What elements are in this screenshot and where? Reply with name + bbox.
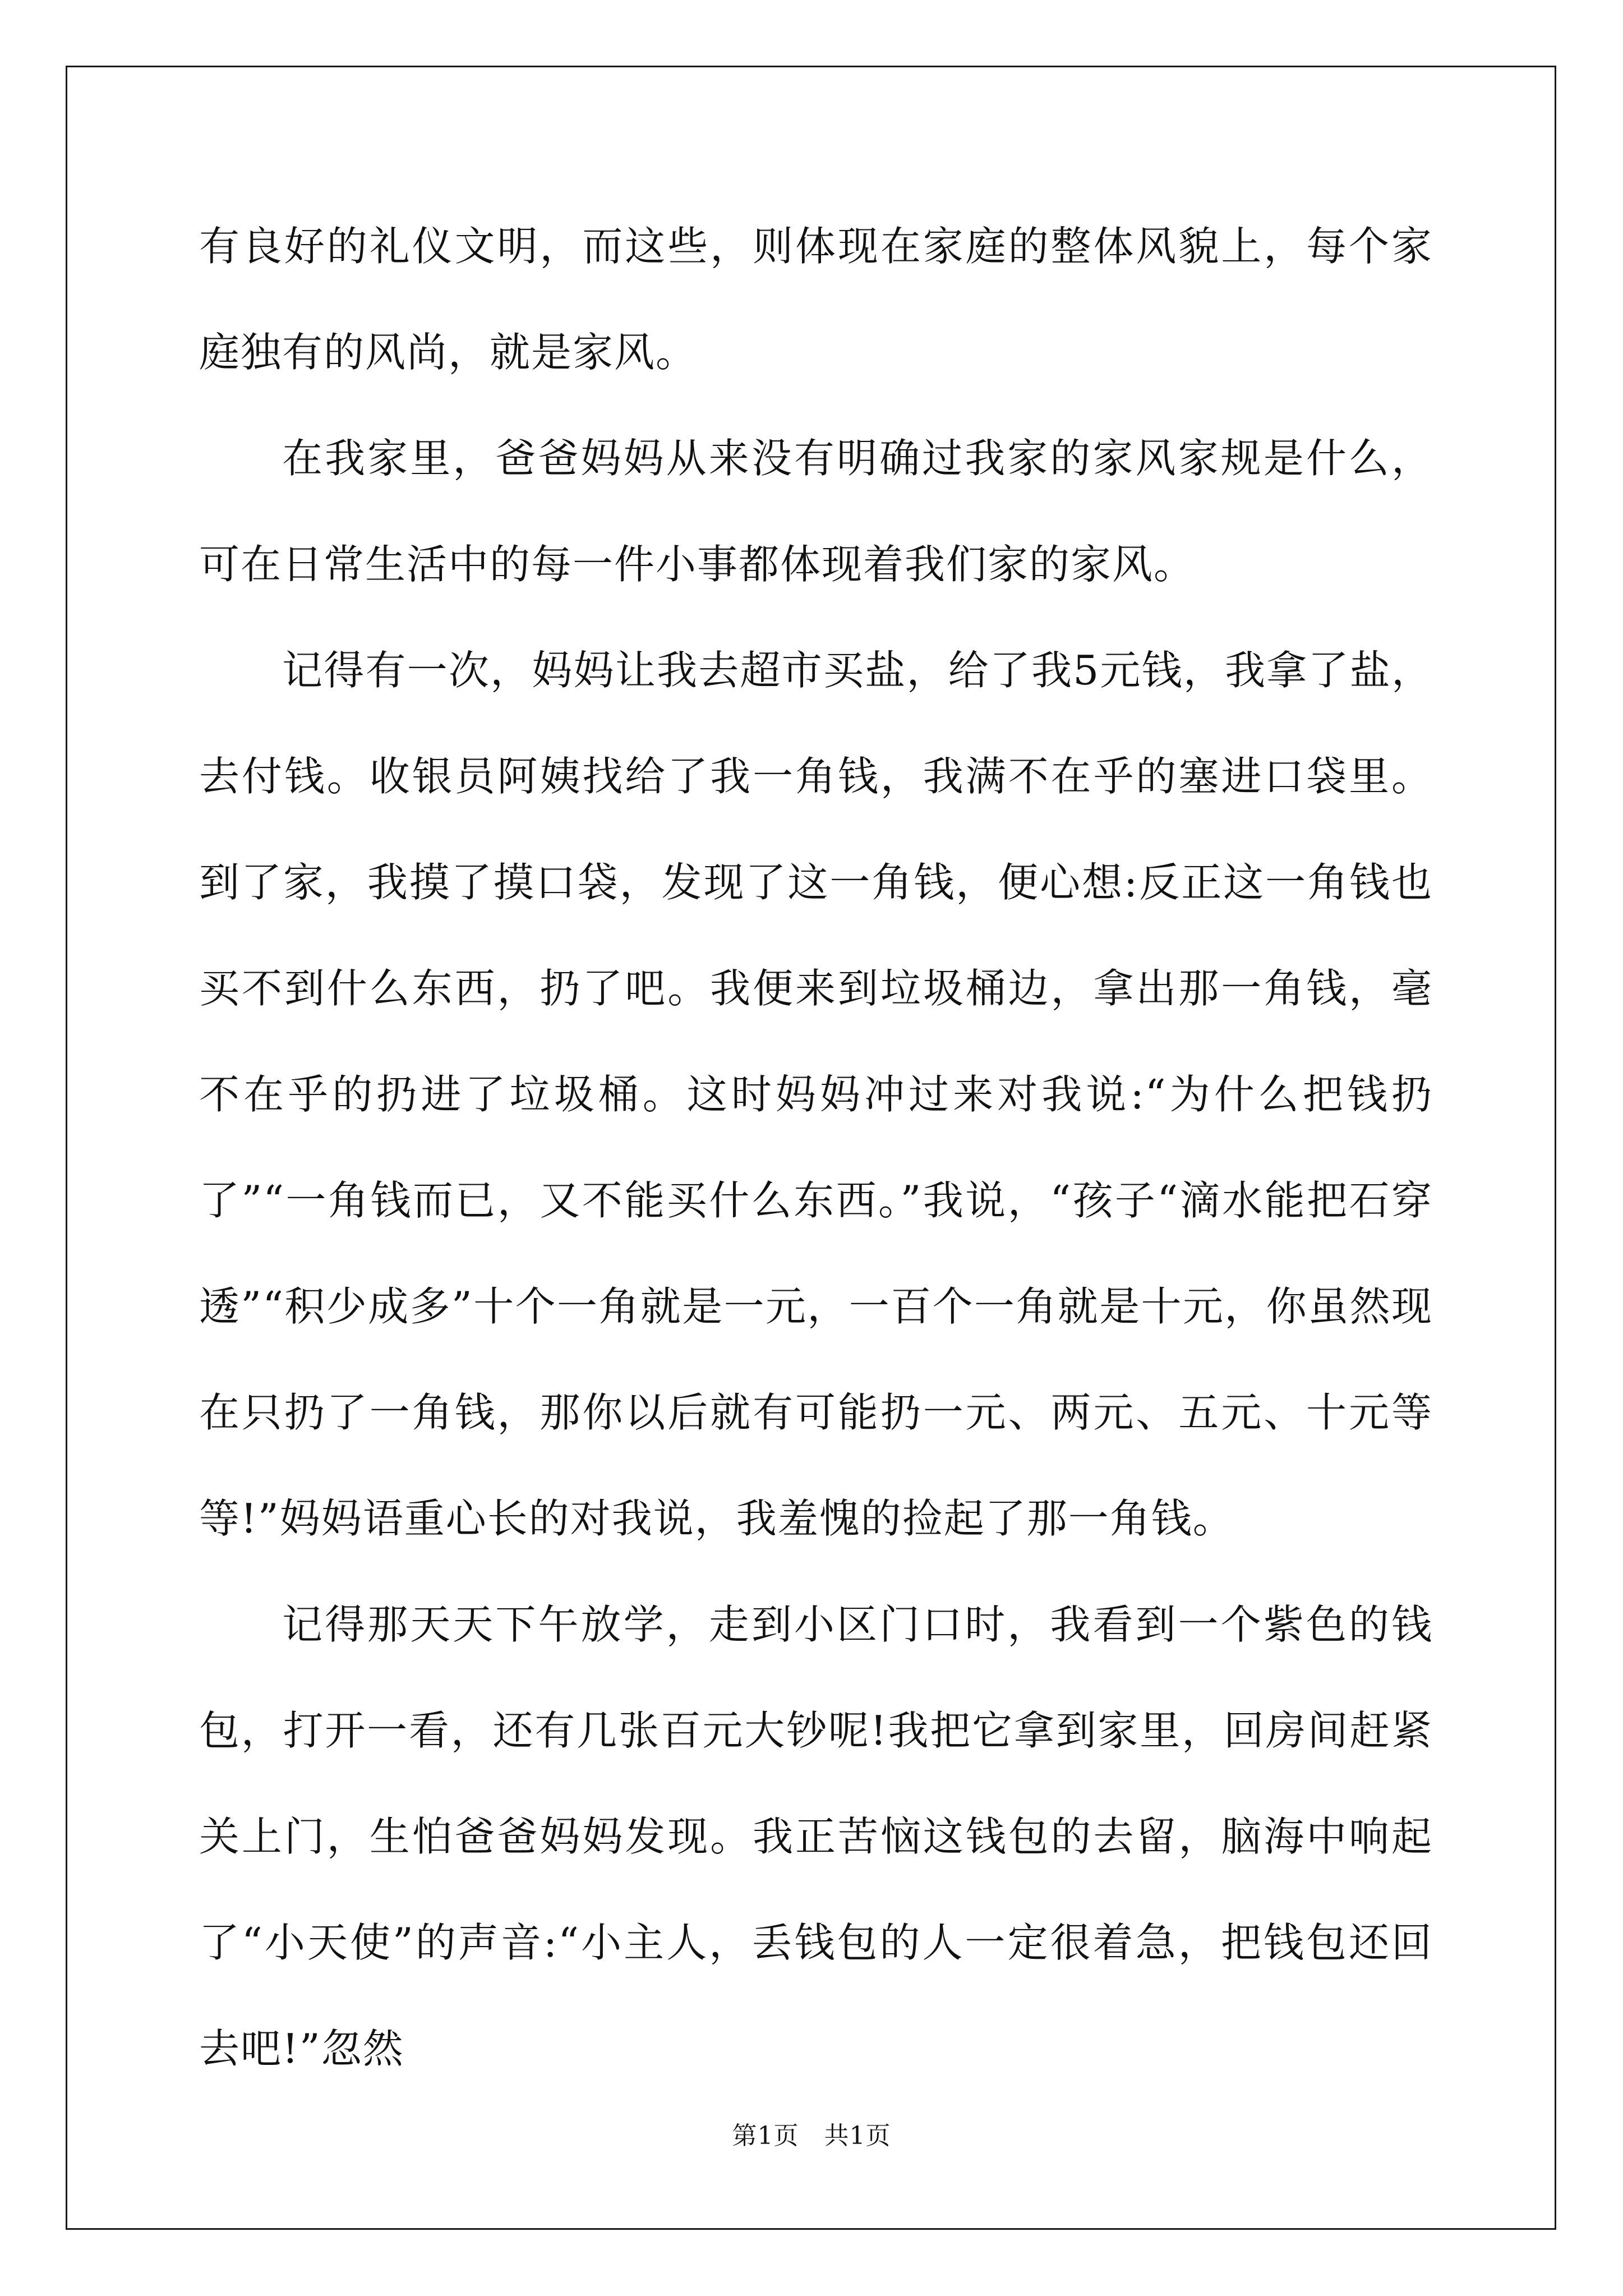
paragraph-1: 有良好的礼仪文明，而这些，则体现在家庭的整体风貌上，每个家庭独有的风尚，就是家风。 [199, 223, 1433, 376]
paragraph-4: 记得那天天下午放学，走到小区门口时，我看到一个紫色的钱包，打开一看，还有几张百元大钞呢!我把它拿到家里，回房间赶紧关上门，生怕爸爸妈妈发现。我正苦恼这钱包的去留，脑海中响起了“小天使”的声音:“小主人，丢钱包的人一定很着急，把钱包还回去吧!”忽然 [199, 1601, 1433, 2072]
paragraph-3: 记得有一次，妈妈让我去超市买盐，给了我5元钱，我拿了盐，去付钱。收银员阿姨找给了我一角钱，我满不在乎的塞进口袋里。到了家，我摸了摸口袋，发现了这一角钱，便心想:反正这一角钱也买不到什么东西，扔了吧。我便来到垃圾桶边，拿出那一角钱，毫不在乎的扔进了垃圾桶。这时妈妈冲过来对我说:“为什么把钱扔了”“一角钱而已，又不能买什么东西。”我说，“孩子“滴水能把石穿透”“积少成多”十个一角就是一元，一百个一角就是十元，你虽然现在只扔了一角钱，那你以后就有可能扔一元、两元、五元、十元等等!”妈妈语重心长的对我说，我羞愧的捡起了那一角钱。 [199, 647, 1433, 1542]
page-number-footer: 第1页 共1页 [732, 2122, 891, 2150]
paragraph-2: 在我家里，爸爸妈妈从来没有明确过我家的家风家规是什么，可在日常生活中的每一件小事都体现着我们家的家风。 [199, 435, 1433, 588]
document-body [199, 194, 1433, 2102]
